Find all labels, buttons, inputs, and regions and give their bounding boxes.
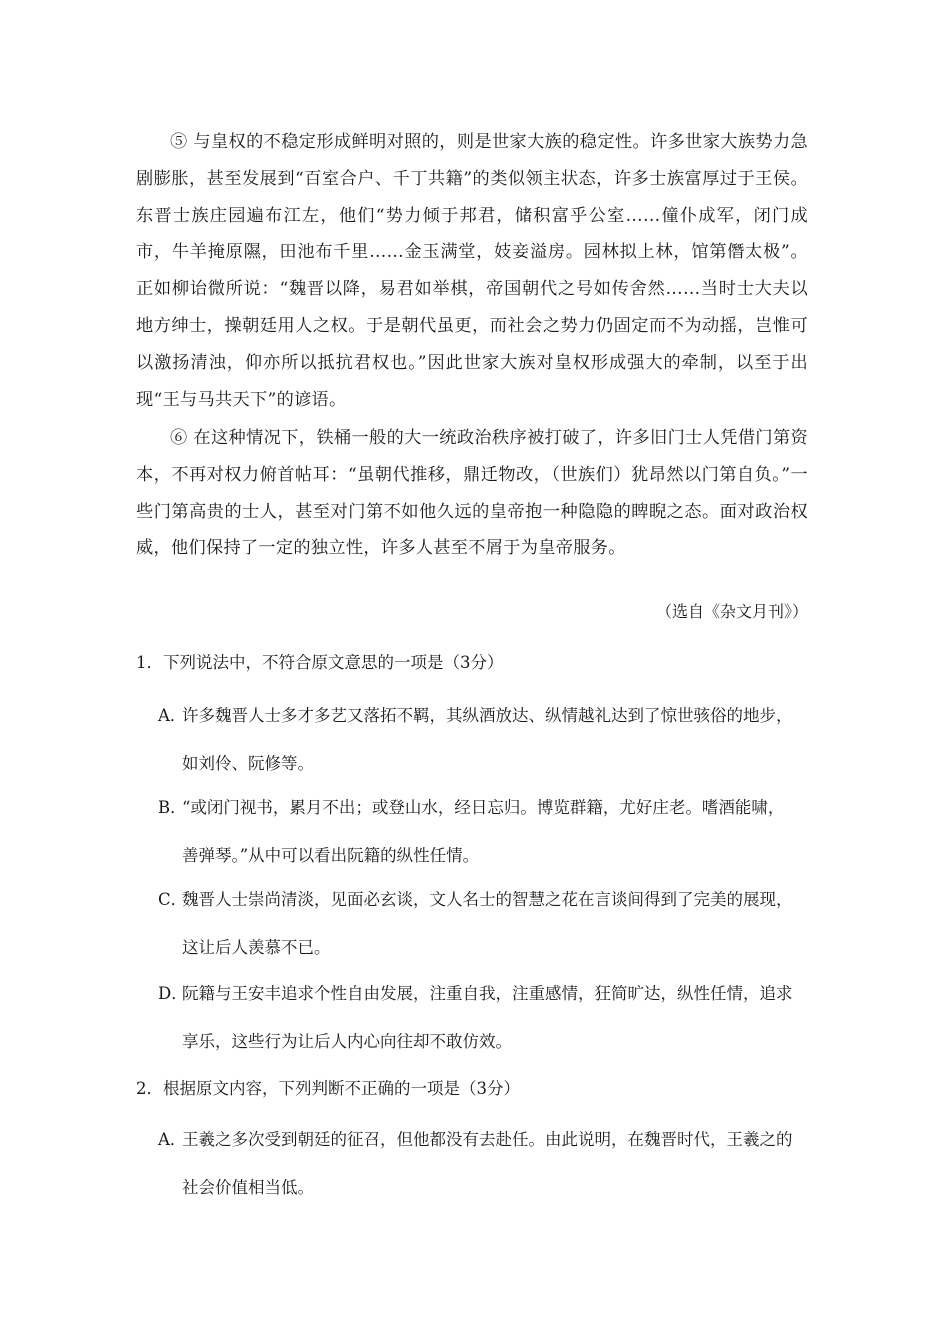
question-1-option-d <box>158 970 808 1066</box>
question-1-option-c <box>158 876 808 972</box>
option-text: 王羲之多次受到朝廷的征召，但他都没有去赴任。由此说明，在魏晋时代，王羲之的 <box>182 1130 793 1149</box>
option-text: 阮籍与王安丰追求个性自由发展，注重自我，注重感情，狂简旷达，纵性任情，追求 <box>182 984 793 1003</box>
option-letter: C． <box>158 890 188 909</box>
option-text-continued: 享乐，这些行为让后人内心向往却不敢仿效。 <box>182 1032 512 1051</box>
option-text: 魏晋人士崇尚清淡，见面必玄谈，文人名士的智慧之花在言谈间得到了完美的展现， <box>182 890 793 909</box>
paragraph-6-line: ⑥ 在这种情况下，铁桶一般的大一统政治秩序被打破了，许多旧门士人凭借门第资本， <box>136 428 808 485</box>
paragraph-5-line: 胀，甚至发展到“百室合户、千丁共籍”的类似领主状态，许多士族富厚过于王侯。东晋士 <box>136 168 808 226</box>
option-letter: D． <box>158 984 188 1003</box>
option-text-continued: 社会价值相当低。 <box>182 1178 314 1197</box>
paragraph-6-line: 不再对权力俯首帖耳：“虽朝代推移，鼎迁物改，（世族们）犹昂然以门第自负。”一些门 <box>136 464 808 522</box>
question-1-option-b <box>158 784 808 880</box>
paragraph-5-line: 之权。于是朝代虽更，而社会之势力仍固定而不为动摇，岂惟可以激扬清浊，仰亦所以抵抗 <box>136 315 808 373</box>
paragraph-6-line: 第高贵的士人，甚至对门第不如他久远的皇帝抱一种隐隐的睥睨之态。面对政治权威，他们 <box>136 501 808 559</box>
option-text: “或闭门视书，累月不出；或登山水，经日忘归。博览群籍，尤好庄老。嗜酒能啸， <box>182 798 785 817</box>
option-letter: A． <box>158 1130 187 1149</box>
paragraph-5-line: 君权也。”因此世家大族对皇权形成强大的牵制，以至于出现“王与马共天下”的谚语。 <box>136 352 808 410</box>
question-2-stem: 2．根据原文内容，下列判断不正确的一项是（3分） <box>136 1079 520 1098</box>
option-letter: A． <box>158 706 187 725</box>
option-text-continued: 善弹琴。”从中可以看出阮籍的纵性任情。 <box>182 846 480 865</box>
option-text: 许多魏晋人士多才多艺又落拓不羁，其纵酒放达、纵情越礼达到了惊世骇俗的地步， <box>182 706 793 725</box>
paragraph-5 <box>136 124 808 418</box>
paragraph-6-line: 保持了一定的独立性，许多人甚至不屑于为皇帝服务。 <box>205 538 626 559</box>
option-letter: B． <box>158 798 187 817</box>
paragraph-6 <box>136 420 808 567</box>
source-citation: （选自《杂文月刊》） <box>655 602 808 621</box>
question-1-option-a <box>158 692 808 788</box>
option-text-continued: 这让后人羡慕不已。 <box>182 938 331 957</box>
question-2-option-a <box>158 1116 808 1212</box>
paragraph-5-line: ⑤ 与皇权的不稳定形成鲜明对照的，则是世家大族的稳定性。许多世家大族势力急剧膨 <box>136 132 808 189</box>
question-1-stem: 1．下列说法中，不符合原文意思的一项是（3分） <box>136 653 504 672</box>
paragraph-5-line: “魏晋以降，易君如举棋，帝国朝代之号如传舍然……当时士大夫以地方绅士，操朝廷用人 <box>136 279 808 336</box>
option-text-continued: 如刘伶、阮修等。 <box>182 754 314 773</box>
paragraph-5-line: 隰，田池布千里……金玉满堂，妓妾溢房。园林拟上林，馆第僭太极”。正如柳诒微所说： <box>136 242 808 300</box>
paragraph-5-line: 族庄园遍布江左，他们“势力倾于邦君，储积富乎公室……僮仆成军，闭门成市，牛羊掩原 <box>136 205 808 263</box>
